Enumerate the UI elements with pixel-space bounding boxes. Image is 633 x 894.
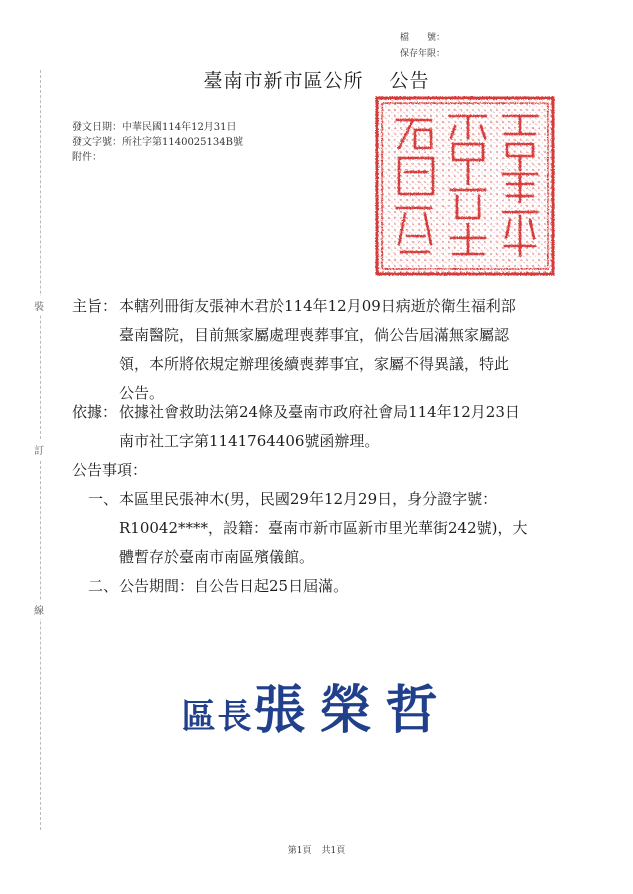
issue-date xyxy=(72,120,243,135)
subject-line-4: 公告。 xyxy=(119,384,165,402)
retention-label: 保存年限： xyxy=(400,49,446,59)
notice-item-2-line: 公告期間：自公告日起25日屆滿。 xyxy=(119,577,349,595)
binding-char-bind: 裝 xyxy=(34,296,44,315)
attachment-label: 附件： xyxy=(72,152,102,163)
page-footer xyxy=(0,843,633,856)
notice-item-2-number: 二、 xyxy=(88,577,119,595)
notice-item-1-number: 一、 xyxy=(88,490,119,508)
page-number: 第1頁 xyxy=(287,846,312,856)
notice-item-1-line-1: 本區里民張神木(男，民國29年12月29日，身分證字號： xyxy=(119,490,498,508)
reference-no-label: 發文字號： xyxy=(72,137,122,148)
subject-line-2: 臺南醫院，目前無家屬處理喪葬事宜，倘公告屆滿無家屬認 xyxy=(119,326,510,344)
doc-type: 公告 xyxy=(389,70,430,92)
basis-line-2: 南市社工字第1141764406號函辦理。 xyxy=(119,432,380,450)
notice-item-1-line-3: 體暫存於臺南市南區殯儀館。 xyxy=(119,548,315,566)
issue-date-label: 發文日期： xyxy=(72,122,122,133)
notice-items-label: 公告事項： xyxy=(72,461,148,479)
binding-char-line: 線 xyxy=(34,600,44,619)
filing-info xyxy=(400,30,445,62)
basis-label: 依據： xyxy=(72,403,118,421)
page-total: 共1頁 xyxy=(321,846,346,856)
archive-no-label: 檔 號： xyxy=(400,33,446,43)
attachment xyxy=(72,150,243,165)
signature-block xyxy=(0,668,633,743)
binding-char-staple: 訂 xyxy=(34,440,44,459)
subject-line-1: 本轄列冊街友張神木君於114年12月09日病逝於衛生福利部 xyxy=(119,297,516,315)
office-name: 臺南市新市區公所 xyxy=(203,70,364,92)
reference-no xyxy=(72,135,243,150)
official-seal xyxy=(375,96,555,276)
issue-date-value: 中華民國114年12月31日 xyxy=(122,122,237,133)
signature-title: 區長 xyxy=(181,697,254,737)
reference-no-value: 所社字第1140025134B號 xyxy=(122,137,243,148)
subject-label: 主旨： xyxy=(72,297,118,315)
basis-line-1: 依據社會救助法第24條及臺南市政府社會局114年12月23日 xyxy=(119,403,520,421)
document-meta xyxy=(72,120,243,165)
subject-line-3: 領，本所將依規定辦理後續喪葬事宜，家屬不得異議，特此 xyxy=(119,355,510,373)
notice-item-1-line-2: R10042****，設籍：臺南市新市區新市里光華街242號)，大 xyxy=(119,519,528,537)
signature-name: 張榮哲 xyxy=(253,680,452,741)
page-title xyxy=(0,66,633,93)
